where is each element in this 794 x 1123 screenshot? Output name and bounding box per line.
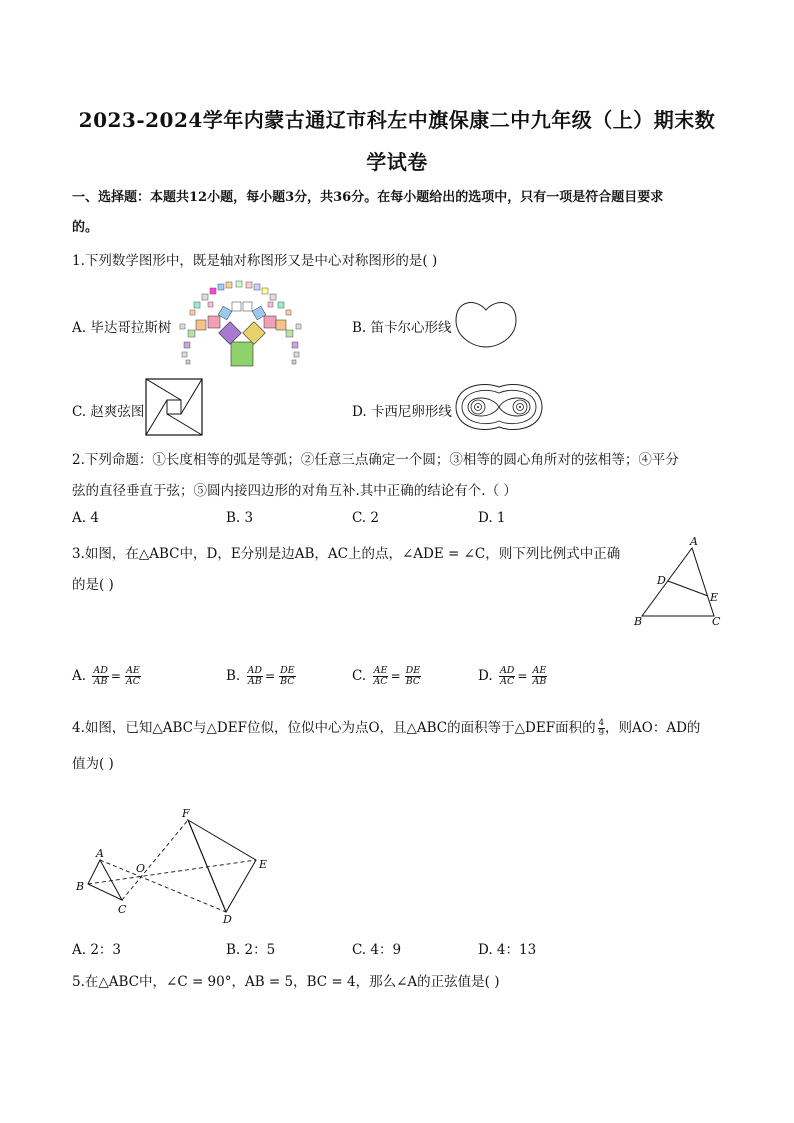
q3-option-b-frac1: $\frac{AD}{AB}$ — [247, 665, 262, 687]
q4-label-a: A — [96, 847, 104, 860]
q4-stem-part2: ，则AO：AD的 — [605, 720, 701, 736]
q1-option-a: A. 毕达哥拉斯树 — [72, 320, 172, 336]
cassini-oval-figure — [454, 381, 544, 433]
q4-label-d: D — [223, 913, 232, 926]
q3-label-b: B — [634, 615, 643, 628]
q2-option-d: D. 1 — [478, 510, 506, 526]
q3-option-b-frac2: $\frac{DE}{BC}$ — [280, 665, 295, 687]
q3-option-c: C. $\frac{AE}{AC}$ = $\frac{DE}{BC}$ — [352, 665, 421, 687]
q3-label-a: A — [690, 536, 698, 548]
exam-title-line1: 2023-2024学年内蒙古通辽市科左中旗保康二中九年级（上）期末数 — [78, 108, 716, 132]
q3-label-d: D — [657, 574, 666, 587]
q3-label-e: E — [710, 591, 719, 604]
section1-instructions-line2: 的。 — [72, 220, 99, 235]
q3-label-c: C — [712, 615, 721, 628]
q3-option-b: B. $\frac{AD}{AB}$ = $\frac{DE}{BC}$ — [226, 665, 295, 687]
q3-option-b-letter: B. — [226, 667, 241, 684]
section1-instructions-line1: 一、选择题：本题共12小题，每小题3分，共36分。在每小题给出的选项中，只有一项是符合题目要求 — [72, 190, 664, 205]
q2-stem-line1: 2.下列命题：①长度相等的弧是等弧；②任意三点确定一个圆；③相等的圆心角所对的弦相等；④平分 — [72, 452, 679, 468]
cardioid-heart-figure — [454, 298, 518, 350]
q3-option-c-frac1: $\frac{AE}{AC}$ — [373, 665, 388, 687]
q1-option-d: D. 卡西尼卵形线 — [352, 404, 452, 420]
q4-stem-line1 — [72, 716, 700, 738]
pythagoras-tree-figure — [178, 280, 304, 370]
q4-label-o: O — [136, 862, 146, 875]
q3-option-a: A. $\frac{AD}{AB}$ = $\frac{AE}{AC}$ — [72, 665, 141, 687]
q2-option-a: A. 4 — [72, 510, 99, 526]
q5-stem: 5.在△ABC中，∠C = 90°，AB = 5，BC = 4，那么∠A的正弦值是( ) — [72, 974, 500, 990]
q1-option-b: B. 笛卡尔心形线 — [352, 320, 452, 336]
q4-option-d: D. 4：13 — [478, 942, 537, 958]
q2-option-c: C. 2 — [352, 510, 380, 526]
q4-option-c: C. 4：9 — [352, 942, 402, 958]
q3-option-a-frac2: $\frac{AE}{AC}$ — [125, 665, 141, 687]
q4-label-f: F — [182, 808, 190, 820]
q1-option-c: C. 赵爽弦图 — [72, 404, 145, 420]
q3-option-a-frac1: $\frac{AD}{AB}$ — [93, 665, 108, 687]
q3-option-c-letter: C. — [352, 667, 367, 684]
q3-stem-line1: 3.如图，在△ABC中，D，E分别是边AB，AC上的点，∠ADE = ∠C，则下列比例式中正确 — [72, 546, 621, 562]
q3-option-c-frac2: $\frac{DE}{BC}$ — [405, 665, 421, 687]
q4-homothety-figure — [70, 808, 280, 928]
q3-stem-line2: 的是( ) — [72, 577, 114, 593]
q3-option-d-frac1: $\frac{AD}{AC}$ — [499, 665, 515, 687]
q4-stem-line2: 值为( ) — [72, 756, 114, 772]
q3-option-d: D. $\frac{AD}{AC}$ = $\frac{AE}{AB}$ — [478, 665, 547, 687]
q4-label-b: B — [76, 880, 85, 893]
q4-ratio-fraction: $\frac{4}{9}$ — [598, 718, 604, 738]
q3-option-d-letter: D. — [478, 667, 493, 684]
exam-title-line2: 学试卷 — [366, 150, 428, 174]
q4-option-b: B. 2：5 — [226, 942, 276, 958]
q3-option-d-frac2: $\frac{AE}{AB}$ — [532, 665, 547, 687]
q2-option-b: B. 3 — [226, 510, 254, 526]
q4-label-e: E — [259, 858, 268, 871]
q4-option-a: A. 2：3 — [72, 942, 122, 958]
q1-stem: 1.下列数学图形中，既是轴对称图形又是中心对称图形的是( ) — [72, 253, 438, 269]
q3-triangle-figure — [628, 536, 728, 630]
q2-stem-line2: 弦的直径垂直于弦；⑤圆内接四边形的对角互补.其中正确的结论有个.（ ） — [72, 483, 517, 499]
zhao-shuang-diagram-figure — [145, 378, 203, 436]
q3-option-a-letter: A. — [72, 667, 87, 684]
q4-label-c: C — [118, 903, 127, 916]
q4-stem-part1: 4.如图，已知△ABC与△DEF位似，位似中心为点O，且△ABC的面积等于△DEF面积的 — [72, 720, 596, 736]
